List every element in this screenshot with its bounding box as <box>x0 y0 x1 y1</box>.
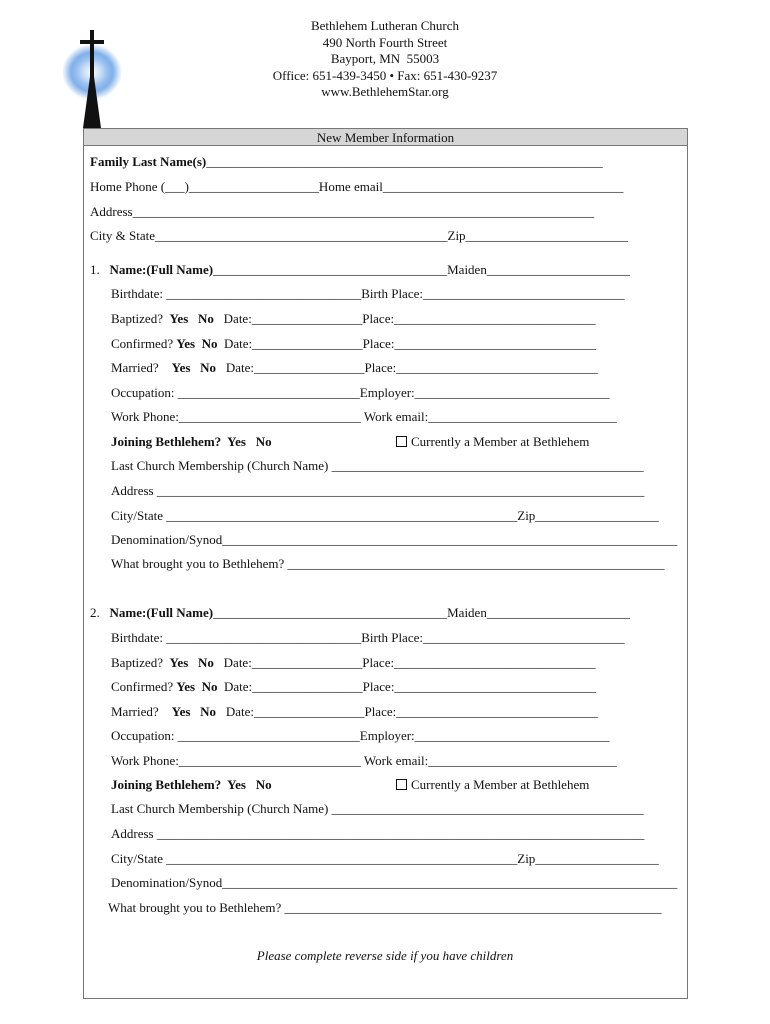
family-last-name-label: Family Last Name(s) <box>90 154 207 169</box>
baptized-yes[interactable]: Yes <box>169 655 189 670</box>
family-last-name-field[interactable] <box>90 154 603 170</box>
form-title: New Member Information <box>84 129 687 146</box>
member-2-city-state-zip-field[interactable]: City/State ______________________________________________________Zip___________________ <box>111 851 659 866</box>
member-1-last-church-field[interactable]: Last Church Membership (Church Name) ________________________________________________ <box>111 458 644 473</box>
baptized-yes[interactable]: Yes <box>169 311 189 326</box>
family-last-name-line: _____________________________________________________________ <box>206 154 603 169</box>
member-2-address-field[interactable]: Address ___________________________________________________________________________ <box>111 826 645 841</box>
married-no[interactable]: No <box>200 360 217 375</box>
confirmed-yes[interactable]: Yes <box>176 679 196 694</box>
church-header <box>0 18 770 101</box>
member-2-denomination-field[interactable]: Denomination/Synod______________________________________________________________________ <box>111 875 678 890</box>
church-phone-fax: Office: 651-439-3450 • Fax: 651-430-9237 <box>272 67 498 83</box>
member-2-joining-field[interactable]: Joining Bethlehem? Yes No <box>111 777 272 792</box>
member-name-line: ____________________________________Maiden______________________ <box>213 262 630 277</box>
member-number: 1. <box>90 262 100 277</box>
church-name: Bethlehem Lutheran Church <box>310 18 459 33</box>
member-name-label: Name:(Full Name) <box>109 605 214 620</box>
member-1-address-field[interactable]: Address ___________________________________________________________________________ <box>111 483 645 498</box>
member-number: 2. <box>90 605 100 620</box>
member-1-what-brought-field[interactable]: What brought you to Bethlehem? __________________________________________________________ <box>111 556 665 571</box>
confirmed-no[interactable]: No <box>201 336 218 351</box>
reverse-side-note: Please complete reverse side if you have children <box>256 948 514 963</box>
married-date-place: Date:_________________Place:_______________________________ <box>225 360 598 375</box>
member-1-birthdate-field[interactable]: Birthdate: ______________________________Birth Place:_______________________________ <box>111 286 625 301</box>
baptized-no[interactable]: No <box>198 311 214 326</box>
member-2-last-church-field[interactable]: Last Church Membership (Church Name) ________________________________________________ <box>111 801 644 816</box>
member-1-currently-member-checkbox[interactable] <box>396 434 589 450</box>
church-city-state-zip: Bayport, MN 55003 <box>330 51 440 66</box>
family-city-state-zip-field[interactable]: City & State_____________________________________________Zip_________________________ <box>90 228 629 243</box>
member-1-married-field[interactable] <box>111 360 598 376</box>
family-address-field[interactable]: Address_______________________________________________________________________ <box>90 204 595 219</box>
confirmed-label: Confirmed? <box>111 336 174 351</box>
married-label: Married? <box>111 704 159 719</box>
church-street: 490 North Fourth Street <box>322 34 448 50</box>
checkbox-icon[interactable] <box>396 779 407 790</box>
baptized-label: Baptized? <box>111 311 163 326</box>
married-no[interactable]: No <box>200 704 217 719</box>
checkbox-icon[interactable] <box>396 436 407 447</box>
member-2-work-phone-field[interactable]: Work Phone:____________________________ Work email:_____________________________ <box>111 753 617 768</box>
church-website[interactable]: www.BethlehemStar.org <box>321 84 449 99</box>
married-yes[interactable]: Yes <box>171 704 191 719</box>
member-1-city-state-zip-field[interactable]: City/State ______________________________________________________Zip___________________ <box>111 508 659 523</box>
currently-member-label: Currently a Member at Bethlehem <box>411 777 590 792</box>
member-1-work-phone-field[interactable]: Work Phone:____________________________ Work email:_____________________________ <box>111 409 617 424</box>
confirmed-date-place: Date:_________________Place:_______________________________ <box>224 679 596 694</box>
member-2-confirmed-field[interactable] <box>111 679 596 695</box>
member-2-occupation-field[interactable]: Occupation: ____________________________Employer:______________________________ <box>111 728 610 743</box>
baptized-date-place: Date:_________________Place:_______________________________ <box>223 311 596 326</box>
currently-member-label: Currently a Member at Bethlehem <box>411 434 590 449</box>
married-yes[interactable]: Yes <box>171 360 191 375</box>
member-1-confirmed-field[interactable] <box>111 336 596 352</box>
member-name-line: ____________________________________Maiden______________________ <box>213 605 630 620</box>
baptized-label: Baptized? <box>111 655 163 670</box>
member-name-label: Name:(Full Name) <box>109 262 214 277</box>
baptized-no[interactable]: No <box>198 655 214 670</box>
confirmed-no[interactable]: No <box>201 679 218 694</box>
confirmed-date-place: Date:_________________Place:_______________________________ <box>224 336 596 351</box>
member-2-currently-member-checkbox[interactable] <box>396 777 589 793</box>
member-2-what-brought-field[interactable]: What brought you to Bethlehem? __________________________________________________________ <box>108 900 662 915</box>
confirmed-label: Confirmed? <box>111 679 174 694</box>
home-phone-email-field[interactable]: Home Phone (___)____________________Home email_____________________________________ <box>90 179 624 194</box>
member-1-occupation-field[interactable]: Occupation: ____________________________Employer:______________________________ <box>111 385 610 400</box>
member-1-name-field[interactable] <box>90 262 630 278</box>
member-2-baptized-field[interactable] <box>111 655 596 671</box>
married-label: Married? <box>111 360 159 375</box>
confirmed-yes[interactable]: Yes <box>176 336 196 351</box>
member-2-birthdate-field[interactable]: Birthdate: ______________________________Birth Place:_______________________________ <box>111 630 625 645</box>
member-1-denomination-field[interactable]: Denomination/Synod______________________________________________________________________ <box>111 532 678 547</box>
member-1-baptized-field[interactable] <box>111 311 596 327</box>
baptized-date-place: Date:_________________Place:_______________________________ <box>223 655 596 670</box>
married-date-place: Date:_________________Place:_______________________________ <box>225 704 598 719</box>
member-2-married-field[interactable] <box>111 704 598 720</box>
member-2-name-field[interactable] <box>90 605 630 621</box>
member-1-joining-field[interactable]: Joining Bethlehem? Yes No <box>111 434 272 449</box>
